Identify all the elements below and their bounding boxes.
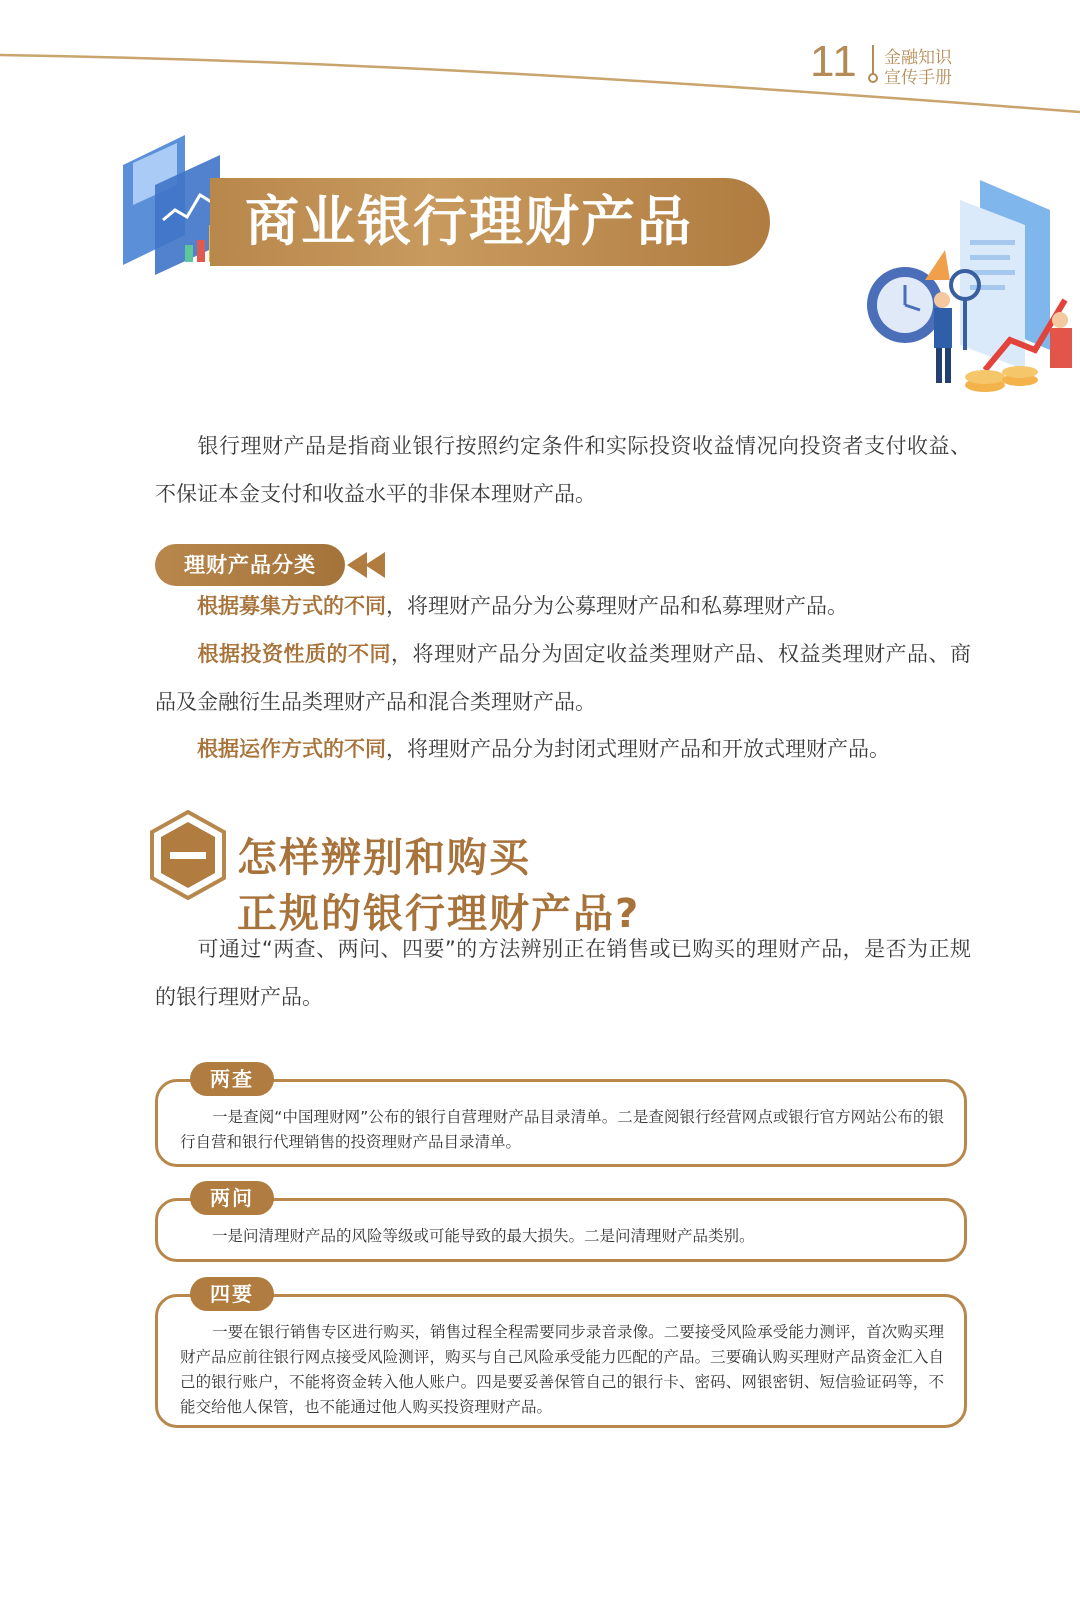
- double-arrow-left-icon: [347, 552, 389, 578]
- box-text-content: 一是问清理财产品的风险等级或可能导致的最大损失。二是问清理财产品类别。: [212, 1227, 755, 1245]
- finance-illustration: [850, 170, 1080, 420]
- intro-paragraph: [155, 422, 971, 518]
- intro-text: 银行理财产品是指商业银行按照约定条件和实际投资收益情况向投资者支付收益、不保证本金支付和收益水平的非保本理财产品。: [155, 434, 971, 506]
- hexagon-badge: [148, 810, 228, 900]
- classification-item: [155, 582, 971, 630]
- section-intro-text: 可通过“两查、两问、四要”的方法辨别正在销售或已购买的理财产品，是否为正规的银行理财产品。: [155, 937, 971, 1009]
- box-label: 两问: [190, 1181, 274, 1215]
- classification-text: ，将理财产品分为公募理财产品和私募理财产品。: [386, 594, 848, 618]
- box-text: [180, 1105, 944, 1155]
- brand-line-2: 宣传手册: [884, 68, 952, 88]
- section-title-line-2: 正规的银行理财产品?: [237, 891, 641, 937]
- classification-lead: 根据投资性质的不同: [197, 642, 391, 666]
- box-label: 四要: [190, 1277, 274, 1311]
- page-number: 11: [810, 37, 858, 86]
- section-title-line-1: 怎样辨别和购买: [237, 835, 531, 881]
- section-intro: [155, 925, 971, 1021]
- classification-item: [155, 630, 971, 726]
- classification-lead: 根据运作方式的不同: [197, 737, 386, 761]
- classification-text: ，将理财产品分为固定收益类理财产品、权益类理财产品、商品及金融衍生品类理财产品和混合类理财产品。: [155, 642, 971, 714]
- box-text: [180, 1224, 944, 1249]
- box-text-content: 一是查阅“中国理财网”公布的银行自营理财产品目录清单。二是查阅银行经营网点或银行官方网站公布的银行自营和银行代理销售的投资理财产品目录清单。: [180, 1108, 944, 1151]
- classification-lead: 根据募集方式的不同: [197, 594, 386, 618]
- classification-label: 理财产品分类: [155, 544, 345, 586]
- brand-line-1: 金融知识: [884, 48, 952, 68]
- box-text: [180, 1320, 944, 1420]
- classification-text: ，将理财产品分为封闭式理财产品和开放式理财产品。: [386, 737, 890, 761]
- classification-item: [155, 725, 971, 773]
- box-text-content: 一要在银行销售专区进行购买，销售过程全程需要同步录音录像。二要接受风险承受能力测评，首次购买理财产品应前往银行网点接受风险测评，购买与自己风险承受能力匹配的产品。三要确认购买理财产品资金汇入自己的银行账户，不能将资金转入他人账户。四是要妥善保管自己的银行卡、密码、网银密钥、短信验证码等，不能交给他人保管，也不能通过他人购买投资理财产品。: [180, 1323, 944, 1416]
- brand-label: [884, 48, 952, 88]
- page-title: 商业银行理财产品: [245, 190, 693, 253]
- box-label: 两查: [190, 1062, 274, 1096]
